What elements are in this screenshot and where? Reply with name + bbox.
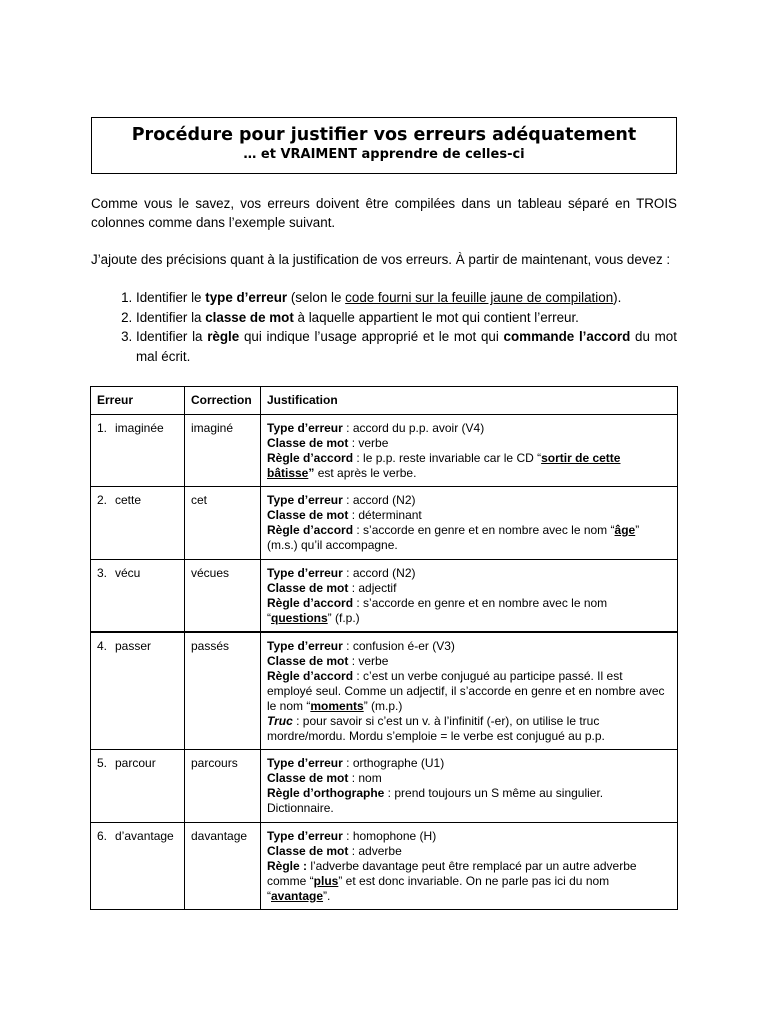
step-item: 3. Identifier la règle qui indique l’usage approprié et le mot qui commande l’accord du mot mal écrit.	[136, 327, 677, 366]
step-item: 2. Identifier la classe de mot à laquelle appartient le mot qui contient l’erreur.	[136, 308, 677, 328]
correction-word: cet	[185, 487, 261, 560]
correction-word: davantage	[185, 823, 261, 910]
intro-paragraph-1: Comme vous le savez, vos erreurs doivent être compilées dans un tableau séparé en TROIS colonnes comme dans l’exemple suivant.	[91, 196, 677, 230]
correction-word: parcours	[185, 750, 261, 823]
table-row: 3. vécu vécues Type d’erreur : accord (N2) Classe de mot : adjectif Règle d’accord : s’accorde en genre et en nombre avec le nom “questions” (f.p.)	[91, 560, 678, 633]
erreur-word: cette	[115, 493, 142, 507]
table-row: 6. d’avantage davantage Type d’erreur : homophone (H) Classe de mot : adverbe Règle : l’adverbe davantage peut être remplacé par un autre adverbe comme “plus” et est donc invariable. On ne parle pas ici du nom “avantage”.	[91, 823, 678, 910]
erreur-word: vécu	[115, 566, 141, 580]
errors-table	[90, 386, 678, 910]
steps-list	[91, 288, 677, 366]
intro-paragraph-2: J’ajoute des précisions quant à la justification de vos erreurs. À partir de maintenant, vous devez :	[91, 252, 671, 267]
title-box	[91, 117, 677, 174]
justification: Type d’erreur : orthographe (U1) Classe de mot : nom Règle d’orthographe : prend toujours un S même au singulier. Dictionnaire.	[261, 750, 678, 823]
correction-word: imaginé	[185, 415, 261, 487]
table-row: 1. imaginée imaginé Type d’erreur : accord du p.p. avoir (V4) Classe de mot : verbe Règle d’accord : le p.p. reste invariable car le CD “sortir de cette bâtisse” est après le verbe.	[91, 415, 678, 487]
header-justification: Justification	[261, 387, 678, 415]
table-row: 2. cette cet Type d’erreur : accord (N2) Classe de mot : déterminant Règle d’accord : s’accorde en genre et en nombre avec le nom “âge” (m.s.) qu’il accompagne.	[91, 487, 678, 560]
table-row: 5. parcour parcours Type d’erreur : orthographe (U1) Classe de mot : nom Règle d’orthographe : prend toujours un S même au singulier. Dictionnaire.	[91, 750, 678, 823]
page-subtitle: … et VRAIMENT apprendre de celles-ci	[243, 147, 525, 162]
header-correction: Correction	[185, 387, 261, 415]
page-title: Procédure pour justifier vos erreurs adéquatement	[131, 125, 637, 145]
correction-word: passés	[185, 632, 261, 750]
step-item: 1. Identifier le type d’erreur (selon le code fourni sur la feuille jaune de compilation).	[136, 288, 677, 308]
table-row: 4. passer passés Type d’erreur : confusion é-er (V3) Classe de mot : verbe Règle d’accord : c’est un verbe conjugué au participe passé. Il est employé seul. Comme un adjectif, il s’accorde en genre et en nombre avec le nom “moments” (m.p.) Truc : pour savoir si c’est un v. à l’infinitif (-er), on utilise le truc mordre/mordu. Mordu s’emploie = le verbe est conjugué au p.p.	[91, 632, 678, 750]
erreur-word: d’avantage	[115, 829, 174, 843]
erreur-word: parcour	[115, 756, 156, 770]
table-header-row	[91, 387, 678, 415]
erreur-word: imaginée	[115, 421, 164, 435]
correction-word: vécues	[185, 560, 261, 633]
header-erreur: Erreur	[91, 387, 185, 415]
justification: Type d’erreur : accord (N2) Classe de mot : adjectif Règle d’accord : s’accorde en genre et en nombre avec le nom “questions” (f.p.)	[261, 560, 678, 633]
justification: Type d’erreur : homophone (H) Classe de mot : adverbe Règle : l’adverbe davantage peut être remplacé par un autre adverbe comme “plus” et est donc invariable. On ne parle pas ici du nom “avantage”.	[261, 823, 678, 910]
justification: Type d’erreur : confusion é-er (V3) Classe de mot : verbe Règle d’accord : c’est un verbe conjugué au participe passé. Il est employé seul. Comme un adjectif, il s’accorde en genre et en nombre avec le nom “moments” (m.p.) Truc : pour savoir si c’est un v. à l’infinitif (-er), on utilise le truc mordre/mordu. Mordu s’emploie = le verbe est conjugué au p.p.	[261, 632, 678, 750]
justification: Type d’erreur : accord (N2) Classe de mot : déterminant Règle d’accord : s’accorde en genre et en nombre avec le nom “âge” (m.s.) qu’il accompagne.	[261, 487, 678, 560]
justification: Type d’erreur : accord du p.p. avoir (V4) Classe de mot : verbe Règle d’accord : le p.p. reste invariable car le CD “sortir de cette bâtisse” est après le verbe.	[261, 415, 678, 487]
erreur-word: passer	[115, 639, 152, 653]
